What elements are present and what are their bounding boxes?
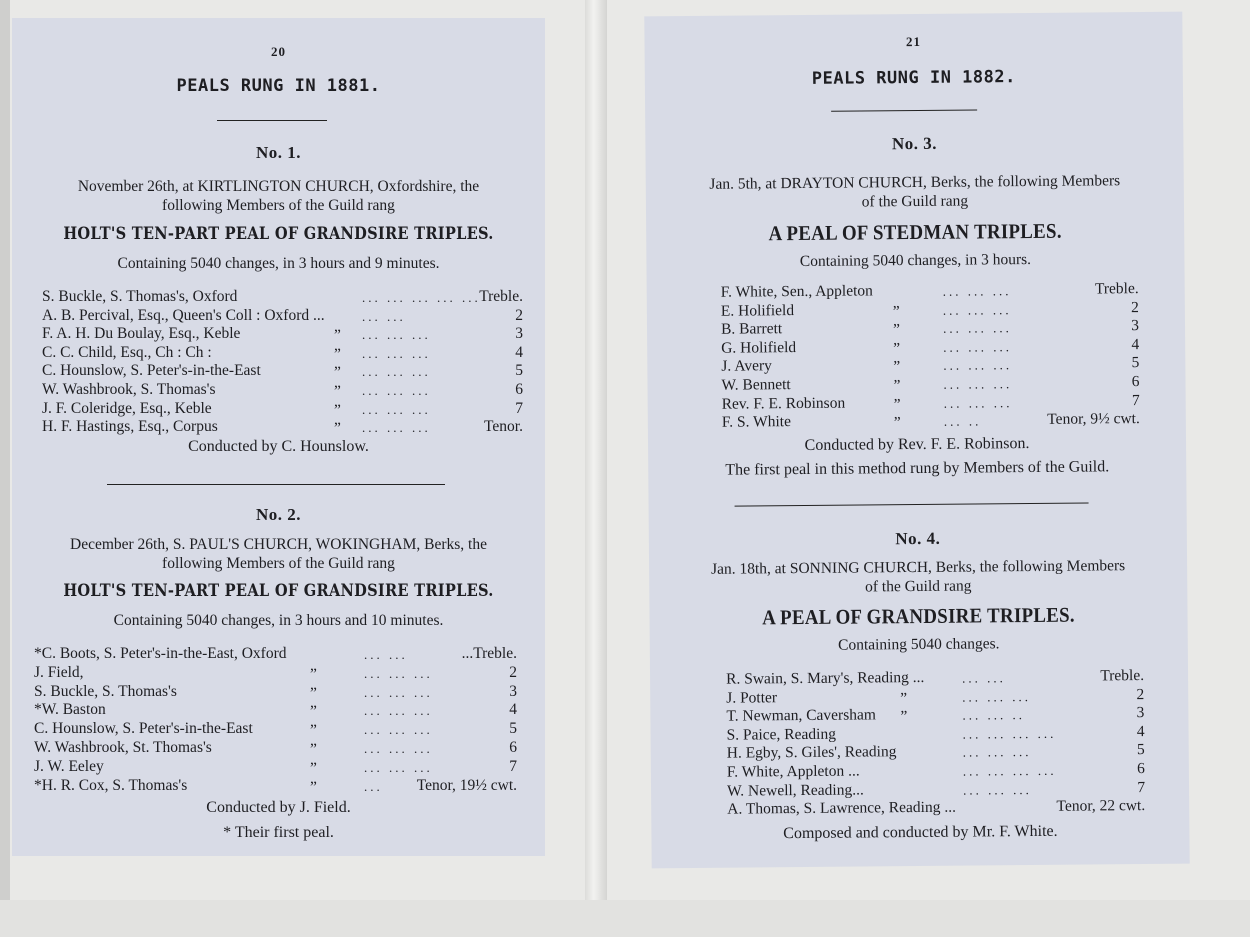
peal-intro: Jan. 5th, at DRAYTON CHURCH, Berks, the following Members: [709, 172, 1121, 193]
peal-number: No. 4.: [895, 528, 941, 549]
bell-number: Treble.: [1100, 667, 1145, 685]
leader-dots: ... ... ...: [364, 684, 433, 700]
ringer-name: C. Hounslow, S. Peter's-in-the-East: [34, 720, 253, 738]
bell-number: 5: [1131, 354, 1140, 372]
ditto-mark: ”: [334, 383, 341, 400]
ringer-name: W. Washbrook, S. Thomas's: [42, 381, 216, 398]
ringer-name: J. F. Coleridge, Esq., Keble: [42, 399, 212, 417]
ringer-name: H. Egby, S. Giles', Reading: [726, 743, 897, 763]
peal-containing: Containing 5040 changes, in 3 hours and 9 minutes.: [117, 255, 440, 272]
bell-number: 4: [515, 343, 523, 361]
ringer-name: A. Thomas, S. Lawrence, Reading ...: [727, 798, 957, 818]
peal-number: No. 2.: [255, 505, 302, 524]
page-number: 21: [905, 33, 922, 50]
leader-dots: ... ..: [943, 413, 982, 429]
peal-method: HOLT'S TEN-PART PEAL OF GRANDSIRE TRIPLES.: [63, 224, 494, 244]
leader-dots: ... ... ...: [943, 376, 1013, 392]
leader-dots: ... ... ... ...: [962, 762, 1057, 779]
bell-number: 3: [1131, 317, 1140, 335]
ditto-mark: ”: [334, 401, 341, 419]
bell-number: 7: [515, 399, 523, 417]
ringer-name: J. W. Eeley: [34, 757, 104, 775]
leader-dots: ... ... ...: [362, 364, 431, 380]
peal-intro: Jan. 18th, at SONNING CHURCH, Berks, the following Members: [710, 557, 1126, 578]
leader-dots: ... ... ...: [364, 759, 433, 775]
leader-dots: ... ... ...: [364, 722, 433, 738]
bell-number: Tenor.: [484, 418, 523, 436]
book-spine: [585, 0, 607, 937]
bell-number: 6: [515, 381, 523, 398]
bell-number: 7: [1131, 391, 1140, 409]
bell-number: 5: [515, 362, 523, 380]
leader-dots: ... ... ...: [364, 665, 433, 681]
peal-containing: Containing 5040 changes, in 3 hours and 10 minutes.: [113, 612, 444, 629]
ringer-name: *C. Boots, S. Peter's-in-the-East, Oxford: [34, 645, 287, 662]
book-edge: [0, 0, 10, 937]
leader-dots: ...: [364, 778, 383, 794]
leader-dots: ... ... ...: [942, 283, 1012, 299]
ringer-name: S. Buckle, S. Thomas's: [34, 682, 177, 700]
leader-dots: ... ...: [362, 308, 406, 324]
conducted-by: Conducted by J. Field.: [206, 799, 351, 816]
bell-number: 3: [1136, 704, 1145, 722]
bell-number: Treble.: [1094, 280, 1139, 298]
bell-number: 2: [1131, 298, 1139, 316]
bell-number: 5: [1136, 741, 1145, 759]
leader-dots: ... ... ...: [943, 338, 1013, 355]
ringer-name: W. Bennett: [721, 376, 791, 394]
ditto-mark: ”: [892, 302, 900, 320]
leader-dots: ... ... ...: [962, 744, 1032, 761]
leader-dots: ... ...: [364, 647, 408, 662]
ringer-name: J. Field,: [34, 663, 84, 681]
ditto-mark: ”: [310, 741, 317, 758]
section-rule: [107, 484, 445, 485]
bell-number: 4: [1136, 722, 1145, 740]
peal-intro-cont: following Members of the Guild rang: [162, 197, 395, 214]
ditto-mark: ”: [310, 759, 317, 777]
ringer-name: *W. Baston: [34, 701, 106, 719]
leader-dots: ... ... ...: [962, 781, 1032, 798]
leader-dots: ... ... ...: [362, 383, 431, 398]
ringer-name: S. Buckle, S. Thomas's, Oxford: [42, 288, 238, 305]
bell-number: 3: [509, 682, 517, 700]
ditto-mark: ”: [893, 358, 901, 376]
ditto-mark: ”: [310, 665, 317, 683]
bell-number: 2: [1136, 685, 1145, 703]
conducted-by: Composed and conducted by Mr. F. White.: [783, 822, 1058, 843]
ringer-name: W. Newell, Reading...: [726, 781, 864, 800]
ringer-name: J. Potter: [726, 688, 778, 707]
left-page: [12, 18, 545, 856]
page-title: PEALS RUNG IN 1881.: [176, 76, 381, 96]
leader-dots: ... ... ... ... ...: [362, 290, 481, 305]
ringer-name: F. White, Sen., Appleton: [720, 282, 873, 301]
leader-dots: ... ... ...: [943, 357, 1013, 374]
ringer-name: R. Swain, S. Mary's, Reading ...: [726, 668, 925, 688]
leader-dots: ... ... ...: [943, 394, 1013, 411]
leader-dots: ... ... ... ...: [962, 725, 1057, 742]
peal-method: A PEAL OF GRANDSIRE TRIPLES.: [762, 602, 1075, 630]
peal-intro-cont: following Members of the Guild rang: [162, 555, 395, 572]
ringer-name: T. Newman, Caversham: [726, 706, 876, 725]
right-page: [644, 12, 1189, 869]
conducted-by: Conducted by Rev. F. E. Robinson.: [804, 435, 1030, 454]
ditto-mark: ”: [310, 684, 317, 702]
bell-number: ...Treble.: [461, 645, 517, 662]
ringer-name: *H. R. Cox, S. Thomas's: [34, 776, 188, 794]
ringer-name: F. A. H. Du Boulay, Esq., Keble: [42, 325, 241, 343]
bell-number: Tenor, 9½ cwt.: [1047, 410, 1140, 429]
leader-dots: ... ... ...: [362, 401, 431, 417]
bell-number: 4: [1131, 335, 1140, 353]
peal-number: No. 1.: [255, 143, 302, 162]
leader-dots: ... ...: [962, 670, 1006, 686]
leader-dots: ... ... ...: [362, 420, 431, 436]
page-title: PEALS RUNG IN 1882.: [811, 67, 1016, 89]
ringer-name: E. Holifield: [720, 301, 795, 320]
peal-intro: December 26th, S. PAUL'S CHURCH, WOKINGHAM, Berks, the: [70, 536, 487, 553]
bell-number: 6: [1131, 373, 1140, 391]
peal-intro-cont: of the Guild rang: [865, 577, 972, 596]
title-rule: [831, 109, 977, 111]
leader-dots: ... ... ...: [962, 688, 1032, 705]
peal-intro: November 26th, at KIRTLINGTON CHURCH, Oxfordshire, the: [77, 178, 480, 195]
ringer-name: F. S. White: [721, 413, 792, 431]
section-rule: [735, 503, 1089, 507]
ringer-name: C. Hounslow, S. Peter's-in-the-East: [42, 362, 261, 380]
peal-method: A PEAL OF STEDMAN TRIPLES.: [768, 218, 1062, 246]
ringer-name: F. White, Appleton ...: [726, 762, 860, 781]
leader-dots: ... ... ...: [364, 703, 433, 719]
peal-containing: Containing 5040 changes.: [837, 635, 1000, 654]
ditto-mark: ”: [334, 420, 341, 438]
ditto-mark: ”: [893, 395, 901, 413]
bell-number: 5: [509, 720, 517, 738]
bell-number: 4: [509, 701, 517, 719]
leader-dots: ... ... ...: [942, 320, 1012, 336]
leader-dots: ... ... ...: [362, 327, 431, 343]
ringer-name: Rev. F. E. Robinson: [721, 394, 846, 413]
ditto-mark: ”: [310, 778, 317, 796]
ditto-mark: ”: [310, 722, 317, 740]
ditto-mark: ”: [893, 339, 901, 358]
ditto-mark: ”: [310, 703, 317, 721]
ringer-name: A. B. Percival, Esq., Queen's Coll : Oxford ...: [42, 306, 325, 324]
bell-number: 2: [515, 306, 523, 324]
ditto-mark: ”: [334, 327, 341, 345]
bell-number: 7: [509, 757, 517, 775]
leader-dots: ... ... ...: [364, 741, 433, 756]
bell-number: 6: [1137, 760, 1145, 778]
page-number: 20: [271, 44, 286, 59]
bell-number: Treble.: [479, 288, 523, 305]
ditto-mark: ”: [334, 345, 341, 363]
book-bottom: [0, 900, 1250, 937]
bell-number: Tenor, 22 cwt.: [1056, 797, 1146, 815]
ringer-name: B. Barrett: [720, 320, 783, 338]
ditto-mark: ”: [900, 689, 908, 707]
leader-dots: ... ... ...: [362, 345, 431, 361]
ditto-mark: ”: [893, 377, 901, 395]
peal-method: HOLT'S TEN-PART PEAL OF GRANDSIRE TRIPLES.: [63, 581, 494, 601]
leader-dots: ... ... ..: [962, 707, 1025, 723]
conducted-by: Conducted by C. Hounslow.: [188, 438, 369, 455]
ringer-name: J. Avery: [721, 357, 772, 376]
bell-number: 2: [509, 663, 517, 681]
ditto-mark: ”: [893, 414, 901, 432]
ringer-name: G. Holifield: [721, 338, 797, 357]
ringer-name: W. Washbrook, St. Thomas's: [34, 739, 212, 756]
peal-note: The first peal in this method rung by Members of the Guild.: [725, 458, 1110, 479]
ditto-mark: ”: [334, 364, 341, 382]
peal-containing: Containing 5040 changes, in 3 hours.: [799, 250, 1032, 271]
ringer-name: H. F. Hastings, Esq., Corpus: [42, 418, 218, 436]
peal-intro-cont: of the Guild rang: [861, 192, 969, 211]
bell-number: 6: [509, 739, 517, 756]
footnote: * Their first peal.: [223, 824, 334, 841]
title-rule: [217, 120, 327, 121]
ringer-name: S. Paice, Reading: [726, 725, 836, 744]
ringer-name: C. C. Child, Esq., Ch : Ch :: [42, 343, 212, 361]
leader-dots: ... ... ...: [942, 301, 1012, 318]
ditto-mark: ”: [900, 708, 908, 726]
peal-number: No. 3.: [891, 133, 938, 154]
bell-number: Tenor, 19½ cwt.: [416, 776, 517, 794]
bell-number: 3: [515, 325, 523, 343]
bell-number: 7: [1137, 778, 1146, 796]
ditto-mark: ”: [892, 321, 901, 339]
